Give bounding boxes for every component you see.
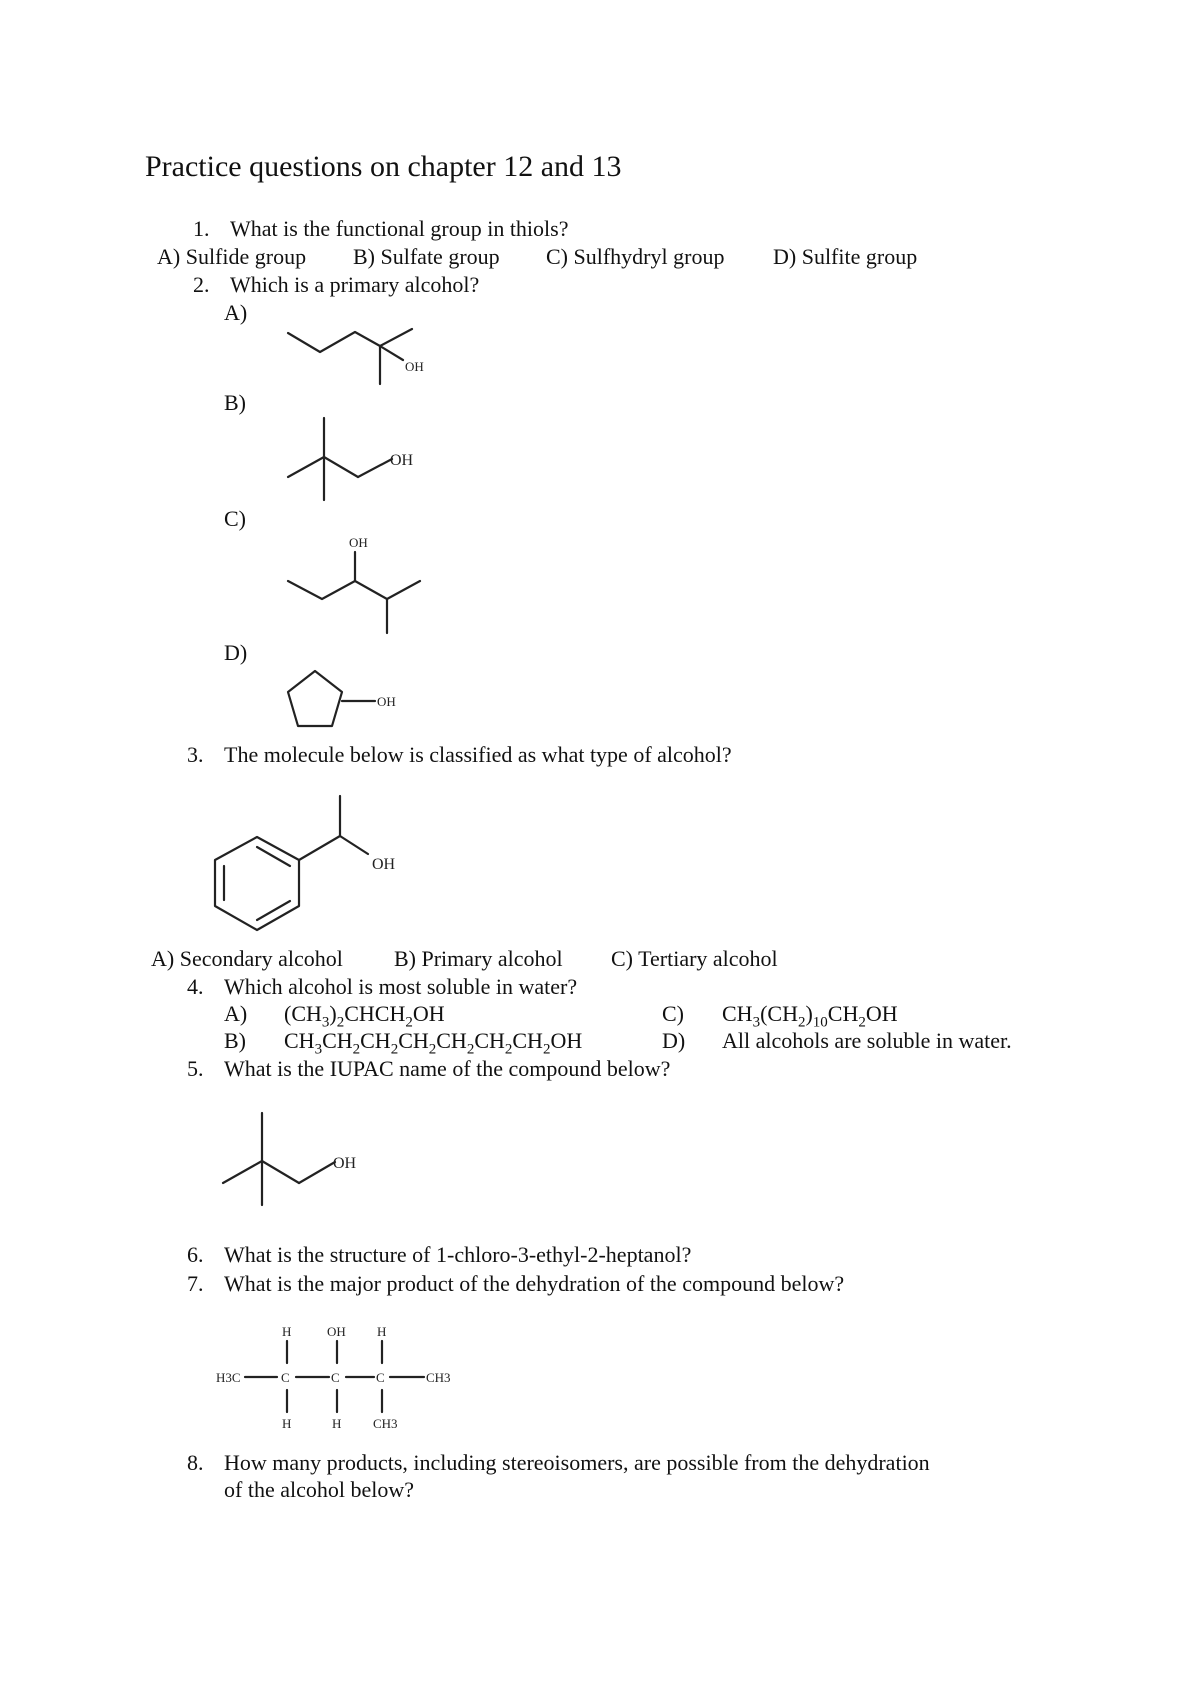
question-1-option-d: D) Sulfite group bbox=[773, 244, 918, 269]
question-5-number: 5. bbox=[187, 1056, 204, 1081]
question-4-option-b-formula: $CH_3CH_2CH_2CH_2CH_2CH_2CH_2OH$ bbox=[284, 1028, 583, 1058]
question-8-text-line-1: How many products, including stereoisomers, are possible from the dehydration bbox=[224, 1450, 930, 1475]
question-4-option-c-letter: C) bbox=[662, 1001, 684, 1026]
q2-structure-d bbox=[280, 665, 430, 740]
question-2-option-b: B) bbox=[224, 390, 246, 415]
question-3-option-c: C) Tertiary alcohol bbox=[611, 946, 778, 971]
q5-oh-label: OH bbox=[333, 1155, 357, 1172]
question-1-option-c: C) Sulfhydryl group bbox=[546, 244, 725, 269]
question-2-text: Which is a primary alcohol? bbox=[230, 272, 480, 297]
question-7-number: 7. bbox=[187, 1271, 204, 1296]
q5-structure bbox=[215, 1110, 385, 1210]
question-2-number: 2. bbox=[193, 272, 210, 297]
question-1-text: What is the functional group in thiols? bbox=[230, 216, 569, 241]
q7-ch3-right: CH3 bbox=[426, 1370, 451, 1385]
q2-structure-b bbox=[280, 415, 440, 505]
q2c-oh-label: OH bbox=[349, 535, 368, 550]
question-3-number: 3. bbox=[187, 742, 204, 767]
q2d-oh-label: OH bbox=[377, 694, 396, 709]
q7-c2-label: C bbox=[331, 1370, 340, 1385]
question-5-text: What is the IUPAC name of the compound below? bbox=[224, 1056, 671, 1081]
question-1-option-a: A) Sulfide group bbox=[157, 244, 307, 269]
question-8-text-line-2: of the alcohol below? bbox=[224, 1477, 414, 1502]
q2-structure-a bbox=[280, 320, 440, 390]
q3-structure bbox=[200, 790, 420, 950]
q7-c3-label: C bbox=[376, 1370, 385, 1385]
question-4-option-a-letter: A) bbox=[224, 1001, 248, 1026]
q3-oh-label: OH bbox=[372, 856, 396, 873]
q7-h-top-3: H bbox=[377, 1324, 387, 1339]
question-4-option-a-formula: $(CH_3)_2CHCH_2OH$ bbox=[284, 1001, 445, 1031]
question-2-option-a: A) bbox=[224, 300, 248, 325]
question-4-option-b-letter: B) bbox=[224, 1028, 246, 1053]
question-3-text: The molecule below is classified as what type of alcohol? bbox=[224, 742, 732, 767]
question-6-text: What is the structure of 1-chloro-3-ethyl-2-heptanol? bbox=[224, 1242, 692, 1267]
q7-h-bottom-2: H bbox=[332, 1416, 342, 1431]
question-4-option-d-letter: D) bbox=[662, 1028, 686, 1053]
question-4-text: Which alcohol is most soluble in water? bbox=[224, 974, 578, 999]
q2b-oh-label: OH bbox=[390, 452, 414, 469]
question-2-option-d: D) bbox=[224, 640, 248, 665]
q7-oh-top: OH bbox=[327, 1324, 346, 1339]
q7-c1-label: C bbox=[281, 1370, 290, 1385]
question-8-number: 8. bbox=[187, 1450, 204, 1475]
q2-structure-c bbox=[280, 530, 440, 640]
q7-h3c-label: H3C bbox=[216, 1370, 241, 1385]
question-6-number: 6. bbox=[187, 1242, 204, 1267]
question-1-number: 1. bbox=[193, 216, 210, 241]
question-4-option-d-text: All alcohols are soluble in water. bbox=[722, 1028, 1012, 1053]
question-3-option-b: B) Primary alcohol bbox=[394, 946, 563, 971]
question-2-option-c: C) bbox=[224, 506, 246, 531]
question-3-option-a: A) Secondary alcohol bbox=[151, 946, 343, 971]
question-4-number: 4. bbox=[187, 974, 204, 999]
q7-structure bbox=[210, 1320, 480, 1450]
page-title: Practice questions on chapter 12 and 13 bbox=[145, 150, 622, 183]
q2a-oh-label: OH bbox=[405, 359, 424, 374]
question-4-option-c-formula: $CH_3(CH_2)_{10}CH_2OH$ bbox=[722, 1001, 898, 1031]
q7-ch3-bottom: CH3 bbox=[373, 1416, 398, 1431]
question-7-text: What is the major product of the dehydration of the compound below? bbox=[224, 1271, 845, 1296]
q7-h-bottom-1: H bbox=[282, 1416, 292, 1431]
q7-h-top-1: H bbox=[282, 1324, 292, 1339]
question-1-option-b: B) Sulfate group bbox=[353, 244, 500, 269]
